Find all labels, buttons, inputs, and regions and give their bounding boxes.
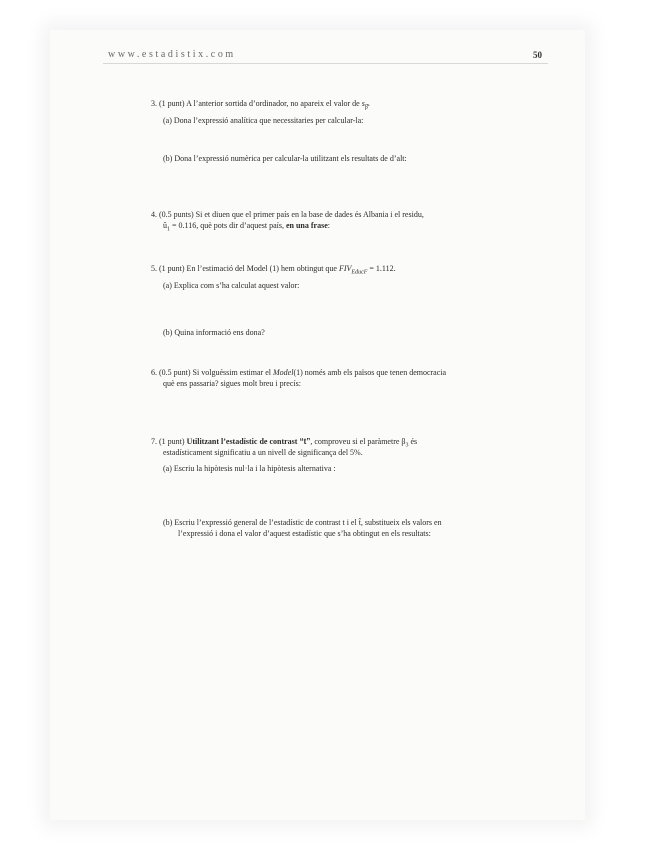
q6-number: 6. [151, 368, 157, 377]
q5-fiv-sub [351, 270, 367, 276]
question-6-line2: què ens passaria? sigues molt breu i precís: [163, 379, 301, 388]
scanned-page [50, 30, 585, 820]
q4-residual: û [163, 221, 167, 230]
header-rule [103, 63, 548, 64]
question-5 [151, 264, 396, 274]
q6-text-1b: (1) només amb els països que tenen democracia [293, 368, 447, 377]
page-number: 50 [533, 50, 542, 60]
question-4-line1 [151, 210, 424, 220]
q3-text: (1 punt) A l’anterior sortida d’ordinador, no apareix el valor de [159, 99, 362, 108]
q5-fiv: FIV [338, 264, 352, 273]
q5-part-a: (a) Explica com s’ha calculat aquest valor: [163, 281, 300, 290]
q5-text: (1 punt) En l’estimació del Model (1) hem obtingut que [159, 264, 339, 273]
q7-beta-sub: 3 [405, 442, 409, 449]
q3-symbol-sub: β̂ [364, 104, 368, 111]
q4-end: : [327, 221, 330, 230]
q3-number: 3. [151, 99, 157, 108]
question-6-line1 [151, 368, 446, 378]
q7-bold: Utilitzant l’estadístic de contrast [186, 437, 298, 446]
q7-text-1: (1 punt) [159, 437, 187, 446]
q5-end: = 1.112. [367, 264, 396, 273]
question-3 [151, 99, 370, 109]
q7-end: és [408, 437, 418, 446]
q4-text-1: (0.5 punts) Si et diuen que el primer país en la base de dades és Albania i el residu, [159, 210, 424, 219]
question-7-line2: estadísticament significatiu a un nivell de significança del 5%. [163, 448, 363, 457]
question-4-line2 [163, 221, 330, 231]
q5-part-b: (b) Quina informació ens dona? [163, 328, 265, 337]
q5-number: 5. [151, 264, 157, 273]
q4-number: 4. [151, 210, 157, 219]
q7-part-b-line2: l’expressió i dona el valor d’aquest estadístic que s’ha obtingut en els resultats: [178, 529, 431, 538]
site-header: www.estadistix.com [108, 49, 236, 60]
q6-model: Model [273, 368, 294, 377]
q4-bold: en una frase [285, 221, 328, 230]
q3-symbol: s [361, 99, 365, 108]
q6-text-1: (0.5 punt) Si volguéssim estimar el [159, 368, 273, 377]
q7-t: “t” [297, 437, 311, 446]
q4-text-2: = 0.116, què pots dir d’aquest país, [170, 221, 286, 230]
q3-part-a: (a) Dona l’expressió analítica que necessitaries per calcular-la: [163, 116, 364, 125]
q5-fiv-sub-text: EducF [351, 269, 368, 276]
q7-number: 7. [151, 437, 157, 446]
q3-end: . [367, 99, 370, 108]
q3-part-b: (b) Dona l’expressió numèrica per calcular-la utilitzant els resultats de d’alt: [163, 154, 407, 163]
q7-part-b-line1: (b) Escriu l’expressió general de l’estadístic de contrast t i el t̂, substitueix els valors en [163, 518, 442, 527]
question-7-line1 [151, 437, 417, 447]
q7-text-1b: , comproveu si el paràmetre β [310, 437, 406, 446]
q4-residual-sub: 1 [167, 226, 170, 233]
q7-part-a: (a) Escriu la hipòtesis nul·la i la hipòtesis alternativa : [163, 464, 336, 473]
